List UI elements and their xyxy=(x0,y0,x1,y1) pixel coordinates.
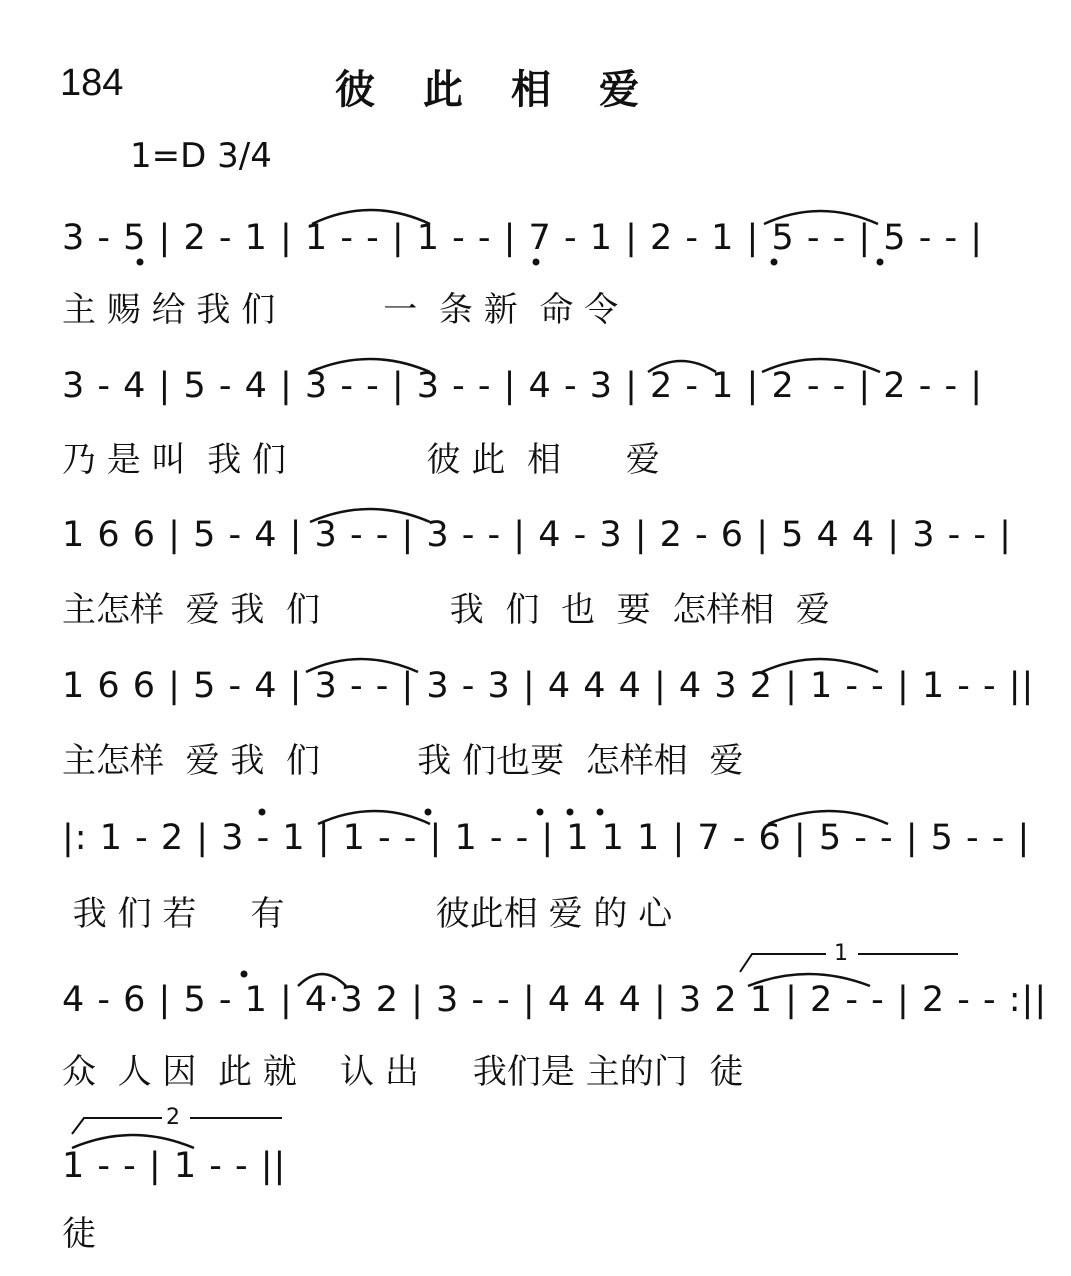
notation-line-7: 1 - - | 1 - - || xyxy=(62,1146,287,1186)
volta-1-bracket xyxy=(740,954,958,972)
hymn-number: 184 xyxy=(60,62,124,104)
notation-line-3: 1 6 6 | 5 - 4 | 3 - - | 3 - - | 4 - 3 | 2 - 6 | 5 4 4 | 3 - - | xyxy=(62,515,1012,555)
lyric-line-7: 徒 xyxy=(62,1214,96,1254)
lyric-line-4: 主怎样 爱 我 们 我 们也要 怎样相 爱 xyxy=(62,741,744,781)
notation-line-2: 3 - 4 | 5 - 4 | 3 - - | 3 - - | 4 - 3 | 2 - 1 | 2 - - | 2 - - | xyxy=(62,366,983,406)
volta-2-bracket xyxy=(72,1118,282,1134)
volta-1-label: 1 xyxy=(834,941,848,966)
octave-dot-high xyxy=(567,809,574,816)
key-signature: 1=D 3/4 xyxy=(130,136,272,176)
octave-dot-low xyxy=(771,259,778,266)
notation-line-5: |: 1 - 2 | 3 - 1 | 1 - - | 1 - - | 1 1 1 | 7 - 6 | 5 - - | 5 - - | xyxy=(62,818,1031,858)
lyric-line-1: 主 赐 给 我 们 一 条 新 命 令 xyxy=(62,290,619,330)
volta-2-label: 2 xyxy=(166,1105,180,1130)
octave-dot-low xyxy=(533,259,540,266)
octave-dot-high xyxy=(425,809,432,816)
lyric-line-6: 众 人 因 此 就 认 出 我们是 主的门 徒 xyxy=(62,1052,744,1092)
octave-dot-high xyxy=(259,809,266,816)
notation-line-6: 4 - 6 | 5 - 1 | 4·3 2 | 3 - - | 4 4 4 | 3 2 1 | 2 - - | 2 - - :|| xyxy=(62,980,1048,1020)
lyric-line-5: 我 们 若 有 彼此相 爱 的 心 xyxy=(62,894,673,934)
octave-dot-high xyxy=(597,809,604,816)
notation-line-1: 3 - 5 | 2 - 1 | 1 - - | 1 - - | 7 - 1 | 2 - 1 | 5 - - | 5 - - | xyxy=(62,218,983,258)
lyric-line-3: 主怎样 爱 我 们 我 们 也 要 怎样相 爱 xyxy=(62,590,830,630)
octave-dot-low xyxy=(877,259,884,266)
notation-line-4: 1 6 6 | 5 - 4 | 3 - - | 3 - 3 | 4 4 4 | 4 3 2 | 1 - - | 1 - - || xyxy=(62,666,1035,706)
hymn-title: 彼此相爱 xyxy=(335,66,687,113)
octave-dot-low xyxy=(137,259,144,266)
octave-dot-high xyxy=(241,971,248,978)
octave-dot-high xyxy=(537,809,544,816)
lyric-line-2: 乃 是 叫 我 们 彼 此 相 爱 xyxy=(62,440,660,480)
